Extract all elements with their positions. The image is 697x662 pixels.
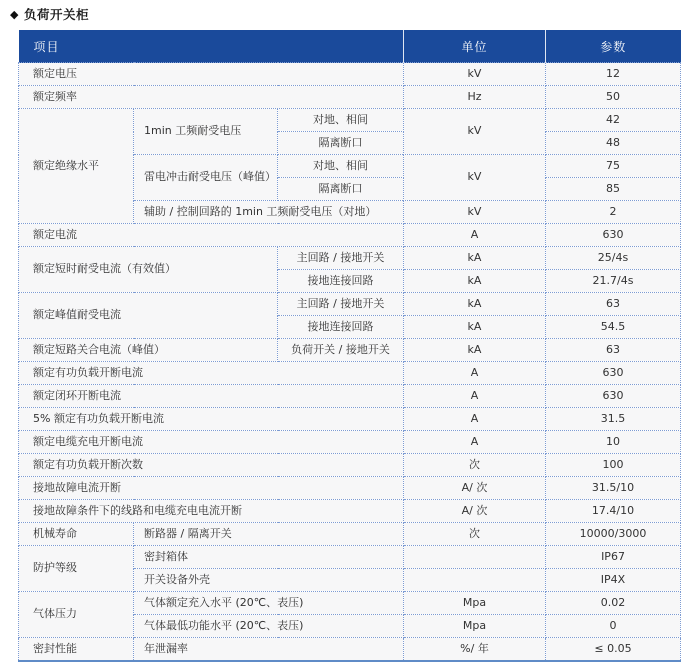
column-header: 项目 — [19, 30, 404, 63]
unit-cell: kA — [404, 270, 546, 293]
table-row — [19, 408, 681, 431]
condition-cell: 主回路 / 接地开关 — [278, 247, 404, 270]
item-cell: 额定短路关合电流（峰值） — [19, 339, 278, 362]
subitem-cell: 密封箱体 — [134, 546, 404, 569]
item-cell: 额定电缆充电开断电流 — [19, 431, 404, 454]
table-row — [19, 224, 681, 247]
value-cell: IP4X — [546, 569, 681, 592]
item-cell: 额定闭环开断电流 — [19, 385, 404, 408]
unit-cell: kA — [404, 316, 546, 339]
value-cell: 17.4/10 — [546, 500, 681, 523]
table-row — [19, 109, 681, 132]
value-cell: 630 — [546, 385, 681, 408]
table-row — [19, 63, 681, 86]
value-cell: 0.02 — [546, 592, 681, 615]
table-row — [19, 454, 681, 477]
unit-cell: Hz — [404, 86, 546, 109]
condition-cell: 对地、相间 — [278, 155, 404, 178]
value-cell: 12 — [546, 63, 681, 86]
column-header: 单位 — [404, 30, 546, 63]
item-cell: 气体压力 — [19, 592, 134, 638]
subitem-cell: 断路器 / 隔离开关 — [134, 523, 404, 546]
value-cell: 31.5/10 — [546, 477, 681, 500]
table-row — [19, 86, 681, 109]
item-cell: 额定峰值耐受电流 — [19, 293, 278, 339]
subitem-cell: 辅助 / 控制回路的 1min 工频耐受电压（对地） — [134, 201, 404, 224]
unit-cell: 次 — [404, 523, 546, 546]
table-row — [19, 247, 681, 270]
value-cell: 63 — [546, 293, 681, 316]
value-cell: 31.5 — [546, 408, 681, 431]
value-cell: 50 — [546, 86, 681, 109]
unit-cell: kA — [404, 293, 546, 316]
unit-cell: Mpa — [404, 592, 546, 615]
page-title-text: 负荷开关柜 — [23, 7, 89, 22]
item-cell: 额定有功负载开断电流 — [19, 362, 404, 385]
subitem-cell: 开关设备外壳 — [134, 569, 404, 592]
table-row — [19, 293, 681, 316]
table-row — [19, 523, 681, 546]
value-cell: 0 — [546, 615, 681, 638]
table-row — [19, 339, 681, 362]
table-row — [19, 477, 681, 500]
value-cell: 10000/3000 — [546, 523, 681, 546]
value-cell: 54.5 — [546, 316, 681, 339]
item-cell: 接地故障条件下的线路和电缆充电电流开断 — [19, 500, 404, 523]
unit-cell: A — [404, 408, 546, 431]
item-cell: 密封性能 — [19, 638, 134, 662]
unit-cell: kV — [404, 155, 546, 201]
item-cell: 额定电流 — [19, 224, 404, 247]
unit-cell: A — [404, 385, 546, 408]
table-header — [19, 30, 681, 63]
condition-cell: 隔离断口 — [278, 132, 404, 155]
condition-cell: 接地连接回路 — [278, 270, 404, 293]
value-cell: 100 — [546, 454, 681, 477]
unit-cell — [404, 569, 546, 592]
condition-cell: 主回路 / 接地开关 — [278, 293, 404, 316]
value-cell: 42 — [546, 109, 681, 132]
unit-cell: 次 — [404, 454, 546, 477]
header-row — [19, 30, 681, 63]
table-body — [19, 63, 681, 662]
item-cell: 5% 额定有功负载开断电流 — [19, 408, 404, 431]
diamond-bullet-icon: ◆ — [10, 7, 19, 21]
condition-cell: 负荷开关 / 接地开关 — [278, 339, 404, 362]
item-cell: 机械寿命 — [19, 523, 134, 546]
value-cell: 2 — [546, 201, 681, 224]
table-row — [19, 385, 681, 408]
unit-cell: kV — [404, 63, 546, 86]
value-cell: 630 — [546, 224, 681, 247]
subitem-cell: 1min 工频耐受电压 — [134, 109, 278, 155]
unit-cell: Mpa — [404, 615, 546, 638]
condition-cell: 隔离断口 — [278, 178, 404, 201]
value-cell: 63 — [546, 339, 681, 362]
item-cell: 额定有功负载开断次数 — [19, 454, 404, 477]
unit-cell — [404, 546, 546, 569]
unit-cell: kA — [404, 247, 546, 270]
column-header: 参数 — [546, 30, 681, 63]
item-cell: 额定频率 — [19, 86, 404, 109]
unit-cell: kV — [404, 109, 546, 155]
value-cell: 75 — [546, 155, 681, 178]
value-cell: ≤ 0.05 — [546, 638, 681, 662]
subitem-cell: 气体最低功能水平 (20℃、表压) — [134, 615, 404, 638]
value-cell: 630 — [546, 362, 681, 385]
table-row — [19, 431, 681, 454]
unit-cell: A — [404, 431, 546, 454]
unit-cell: kV — [404, 201, 546, 224]
item-cell: 接地故障电流开断 — [19, 477, 404, 500]
item-cell: 额定电压 — [19, 63, 404, 86]
table-row — [19, 500, 681, 523]
item-cell: 额定短时耐受电流（有效值） — [19, 247, 278, 293]
value-cell: 85 — [546, 178, 681, 201]
table-row — [19, 546, 681, 569]
subitem-cell: 雷电冲击耐受电压（峰值） — [134, 155, 278, 201]
value-cell: 25/4s — [546, 247, 681, 270]
subitem-cell: 气体额定充入水平 (20℃、表压) — [134, 592, 404, 615]
unit-cell: A — [404, 224, 546, 247]
unit-cell: A/ 次 — [404, 477, 546, 500]
spec-table — [18, 30, 681, 662]
value-cell: 48 — [546, 132, 681, 155]
table-row — [19, 592, 681, 615]
value-cell: 10 — [546, 431, 681, 454]
subitem-cell: 年泄漏率 — [134, 638, 404, 662]
item-cell: 防护等级 — [19, 546, 134, 592]
table-row — [19, 638, 681, 662]
condition-cell: 对地、相间 — [278, 109, 404, 132]
item-cell: 额定绝缘水平 — [19, 109, 134, 224]
value-cell: 21.7/4s — [546, 270, 681, 293]
page-title — [10, 5, 697, 23]
unit-cell: %/ 年 — [404, 638, 546, 662]
table-row — [19, 362, 681, 385]
unit-cell: A — [404, 362, 546, 385]
condition-cell: 接地连接回路 — [278, 316, 404, 339]
unit-cell: A/ 次 — [404, 500, 546, 523]
value-cell: IP67 — [546, 546, 681, 569]
unit-cell: kA — [404, 339, 546, 362]
